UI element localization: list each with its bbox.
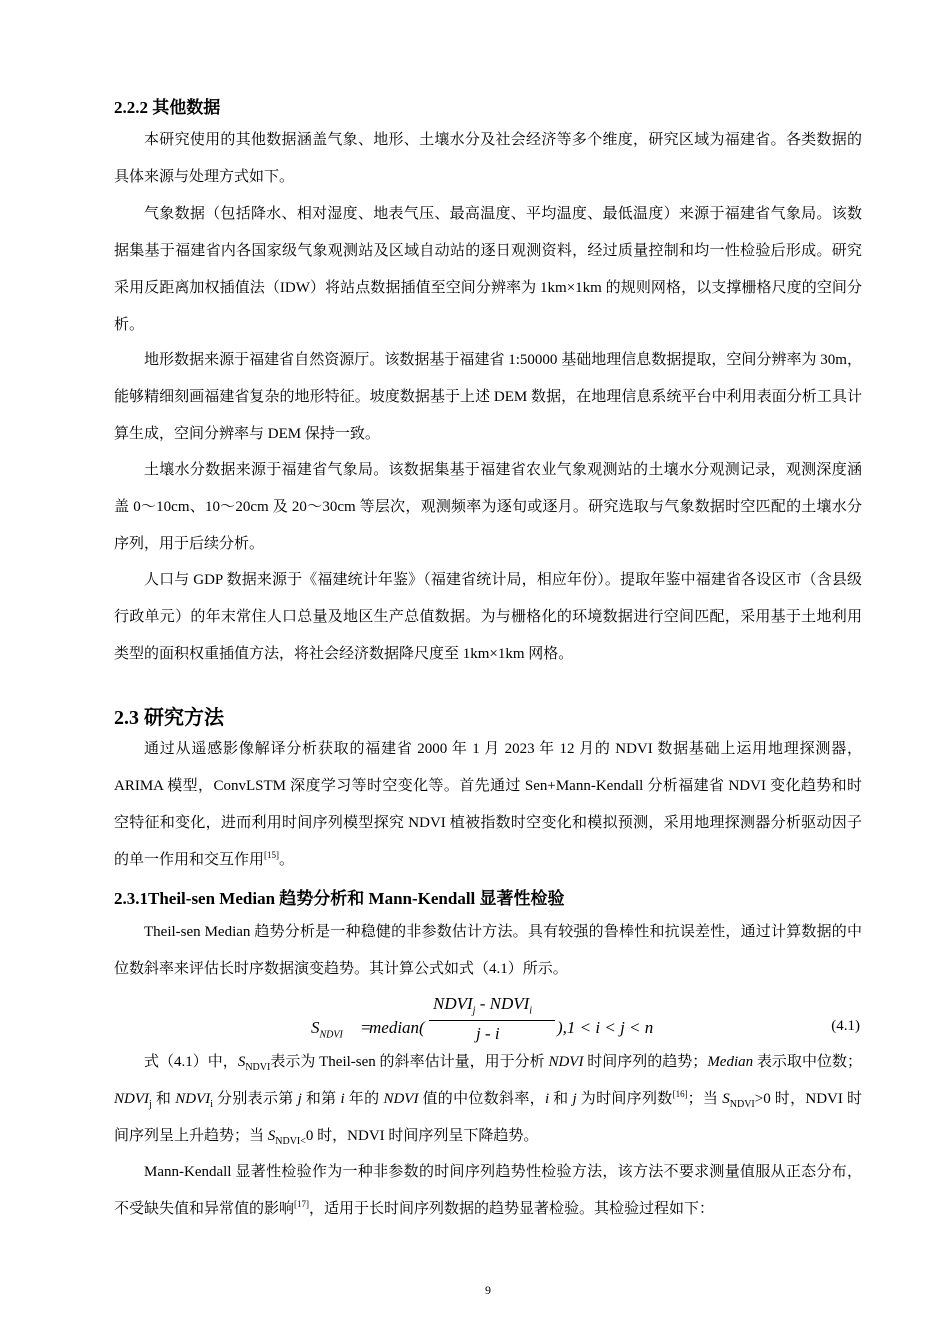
page-number: 9: [485, 1283, 491, 1297]
citation-17: [17]: [294, 1199, 310, 1209]
paragraph-research-methods: [114, 731, 862, 879]
equation-lhs: $S_{NDVI}$: [311, 1018, 343, 1041]
research-methods-end: 。: [279, 852, 295, 868]
section-heading-2-3: 2.3 研究方法: [114, 707, 224, 729]
paragraph-theil-sen-intro: Theil-sen Median 趋势分析是一种稳健的非参数估计方法。具有较强的鲁棒性和抗误差性，通过计算数据的中位数斜率来评估长时序数据演变趋势。其计算公式如式（4.1）所示。: [114, 924, 862, 977]
paragraph-terrain-data: 地形数据来源于福建省自然资源厅。该数据基于福建省 1:50000 基础地理信息数据提取，空间分辨率为 30m，能够精细刻画福建省复杂的地形特征。坡度数据基于上述 DEM 数据，在地理信息系统平台中利用表面分析工具计算生成，空间分辨率与 DEM 保持一致。: [114, 352, 862, 442]
equation-condition: ),1 < i < j < n: [557, 1018, 654, 1037]
citation-15: [15]: [264, 850, 280, 860]
paragraph-meteorological-data: 气象数据（包括降水、相对湿度、地表气压、最高温度、平均温度、最低温度）来源于福建省气象局。该数据集基于福建省内各国家级气象观测站及区域自动站的逐日观测资料，经过质量控制和均一性检验后形成。研究采用反距离加权插值法（IDW）将站点数据插值至空间分辨率为 1km×1km 的规则网格，以支撑栅格尺度的空间分析。: [114, 206, 862, 333]
citation-16: [16]: [672, 1089, 688, 1099]
section-heading-2-2-2: 2.2.2 其他数据: [114, 98, 221, 117]
paragraph-equation-explanation: 式（4.1）中，$S_{NDVI}$表示为 Theil-sen 的斜率估计量，用于分析 NDVI 时间序列的趋势；Median 表示取中位数；$NDVI_j$ 和 $NDVI_i$ 分别表示第 j 和第 i 年的 NDVI 值的中位数斜率，i 和 j 为时间序列数[16]；当 $S_{NDVI}>0$ 时，NDVI 时间序列呈上升趋势；当 $S_{NDVI<}0$ 时，NDVI 时间序列呈下降趋势。: [114, 1054, 862, 1147]
equation-median-function: median(: [369, 1018, 425, 1037]
paragraph-population-gdp-data: 人口与 GDP 数据来源于《福建统计年鉴》（福建省统计局，相应年份）。提取年鉴中福建省各设区市（含县级行政单元）的年末常住人口总量及地区生产总值数据。为与栅格化的环境数据进行空间匹配，采用基于土地利用类型的面积权重插值方法，将社会经济数据降尺度至 1km×1km 网格。: [114, 572, 862, 662]
equation-number: (4.1): [831, 1018, 860, 1034]
research-methods-text: 通过从遥感影像解译分析获取的福建省 2000 年 1 月 2023 年 12 月的 NDVI 数据基础上运用地理探测器，ARIMA 模型，ConvLSTM 深度学习等时空变化等。首先通过 Sen+Mann-Kendall 分析福建省 NDVI 变化趋势和时空特征和变化，进而利用时间序列模型探究 NDVI 植被指数时空变化和模拟预测，采用地理探测器分析驱动因子的单一作用和交互作用: [114, 741, 862, 868]
equation-fraction-bar: [429, 1020, 555, 1021]
equation-equals: =: [361, 1018, 371, 1037]
equation-denominator: j - i: [476, 1024, 500, 1043]
paragraph-other-data-intro: 本研究使用的其他数据涵盖气象、地形、土壤水分及社会经济等多个维度，研究区域为福建省。各类数据的具体来源与处理方式如下。: [114, 132, 862, 185]
section-heading-2-3-1: 2.3.1Theil-sen Median 趋势分析和 Mann-Kendall 显著性检验: [114, 889, 565, 908]
equation-numerator: $NDVI_j$ - $NDVI_i$: [433, 994, 533, 1017]
paragraph-mann-kendall: Mann-Kendall 显著性检验作为一种非参数的时间序列趋势性检验方法，该方法不要求测量值服从正态分布，不受缺失值和异常值的影响[17]，适用于长时间序列数据的趋势显著检验。其检验过程如下：: [114, 1164, 862, 1217]
paragraph-soil-moisture-data: 土壤水分数据来源于福建省气象局。该数据集基于福建省农业气象观测站的土壤水分观测记录，观测深度涵盖 0～10cm、10～20cm 及 20～30cm 等层次，观测频率为逐旬或逐月。研究选取与气象数据时空匹配的土壤水分序列，用于后续分析。: [114, 462, 862, 552]
equation-4-1: [114, 994, 862, 1050]
